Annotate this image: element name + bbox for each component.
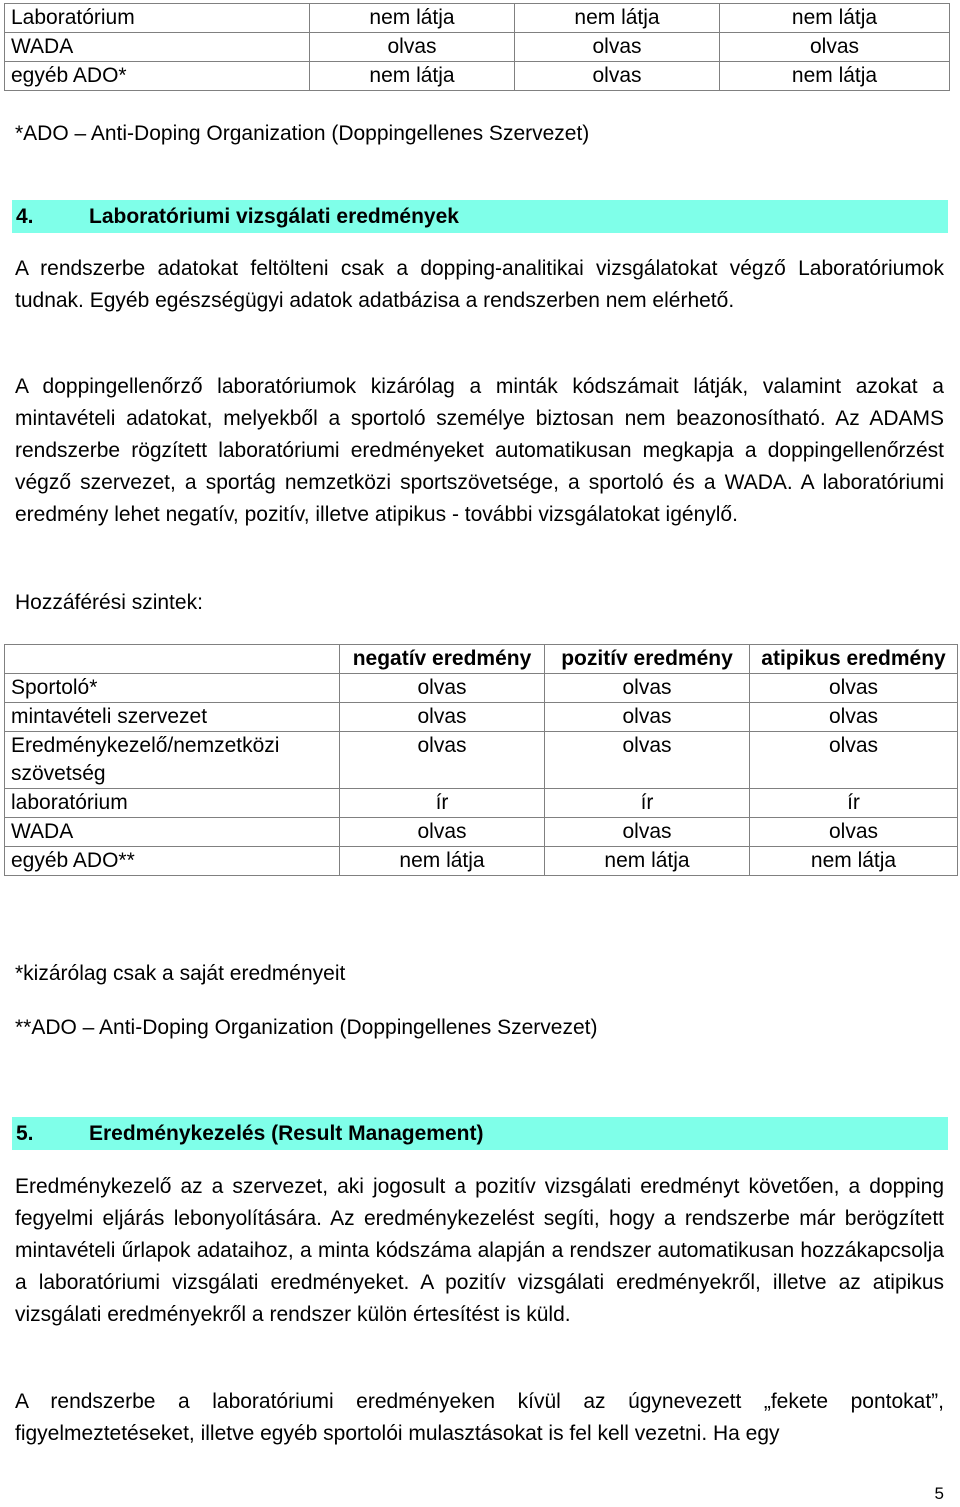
table-row (5, 62, 950, 91)
table-row (5, 847, 958, 876)
table-cell: nem látja (720, 62, 950, 91)
access-levels-label: Hozzáférési szintek: (15, 591, 203, 614)
table-cell: olvas (750, 818, 958, 847)
row-label: Eredménykezelő/nemzetközi szövetség (5, 732, 340, 789)
table-cell: olvas (750, 732, 958, 789)
section-4-paragraph-2: A doppingellenőrző laboratóriumok kizárólag a minták kódszámait látják, valamint azokat a mintavételi adatokat, melyekből a sportoló személye biztosan nem beazonosítható. Az ADAMS rendszerbe rögzített laboratóriumi eredményeket automatikusan megkapja a doppingellenőrzést végző szervezet, a sportág nemzetközi sportszövetsége, a sportoló és a WADA. A laboratóriumi eredmény lehet negatív, pozitív, illetve atipikus - további vizsgálatokat igénylő. (15, 375, 944, 526)
table-cell: ír (545, 789, 750, 818)
table-cell: nem látja (515, 4, 720, 33)
table-cell: olvas (340, 818, 545, 847)
header-cell: pozitív eredmény (545, 645, 750, 674)
header-cell: negatív eredmény (340, 645, 545, 674)
table-cell: olvas (340, 674, 545, 703)
table-cell: olvas (340, 732, 545, 789)
row-label: laboratórium (5, 789, 340, 818)
header-cell (5, 645, 340, 674)
footnote-ado: *ADO – Anti-Doping Organization (Doppingellenes Szervezet) (15, 122, 590, 145)
header-cell: atipikus eredmény (750, 645, 958, 674)
section-title: Eredménykezelés (Result Management) (89, 1122, 484, 1145)
footnote-own-results: *kizárólag csak a saját eredményeit (15, 962, 346, 985)
table-cell: olvas (545, 674, 750, 703)
table-cell: olvas (515, 62, 720, 91)
section-5-paragraph-2: A rendszerbe a laboratóriumi eredményeken kívül az úgynevezett „fekete pontokat”, figyelmeztetéseket, illetve egyéb sportolói mulasztásokat is fel kell vezetni. Ha egy (15, 1390, 944, 1445)
table-row (5, 674, 958, 703)
table-row (5, 732, 958, 789)
table-cell: olvas (750, 703, 958, 732)
row-label: WADA (5, 33, 310, 62)
table-row (5, 789, 958, 818)
table-cell: olvas (750, 674, 958, 703)
table-row (5, 818, 958, 847)
footnote-ado-2: **ADO – Anti-Doping Organization (Doppingellenes Szervezet) (15, 1016, 598, 1039)
row-label: Laboratórium (5, 4, 310, 33)
row-label: egyéb ADO* (5, 62, 310, 91)
access-table-continued (4, 3, 950, 91)
row-label: mintavételi szervezet (5, 703, 340, 732)
table-cell: olvas (515, 33, 720, 62)
row-label: WADA (5, 818, 340, 847)
section-title: Laboratóriumi vizsgálati eredmények (89, 205, 459, 228)
access-levels-table (4, 644, 958, 876)
table-cell: ír (750, 789, 958, 818)
section-5-paragraph-1: Eredménykezelő az a szervezet, aki jogosult a pozitív vizsgálati eredményt követően, a dopping fegyelmi eljárás lebonyolítására. Az eredménykezelést segíti, hogy a rendszerbe már berögzített mintavételi űrlapok adataihoz, a minta kódszáma alapján a rendszer automatikusan hozzákapcsolja a laboratóriumi vizsgálati eredményeket. A pozitív vizsgálati eredményekről, illetve az atipikus vizsgálati eredményekről a rendszer külön értesítést is küld. (15, 1175, 944, 1326)
row-label: egyéb ADO** (5, 847, 340, 876)
table-row (5, 4, 950, 33)
section-4-heading (12, 200, 948, 233)
table-cell: nem látja (750, 847, 958, 876)
row-label: Sportoló* (5, 674, 340, 703)
section-5-heading (12, 1117, 948, 1150)
table-cell: olvas (340, 703, 545, 732)
page-number: 5 (934, 1484, 944, 1503)
table-cell: olvas (545, 732, 750, 789)
table-cell: nem látja (340, 847, 545, 876)
table-cell: nem látja (720, 4, 950, 33)
table-header-row (5, 645, 958, 674)
table-cell: nem látja (310, 62, 515, 91)
table-cell: olvas (720, 33, 950, 62)
table-cell: nem látja (310, 4, 515, 33)
table-cell: olvas (545, 818, 750, 847)
table-row (5, 33, 950, 62)
section-number: 5. (16, 1122, 34, 1145)
table-cell: olvas (545, 703, 750, 732)
table-cell: ír (340, 789, 545, 818)
section-4-paragraph-1: A rendszerbe adatokat feltölteni csak a dopping-analitikai vizsgálatokat végző Laboratóriumok tudnak. Egyéb egészségügyi adatok adatbázisa a rendszerben nem elérhető. (15, 257, 944, 312)
table-cell: olvas (310, 33, 515, 62)
section-number: 4. (16, 205, 34, 228)
table-cell: nem látja (545, 847, 750, 876)
table-row (5, 703, 958, 732)
